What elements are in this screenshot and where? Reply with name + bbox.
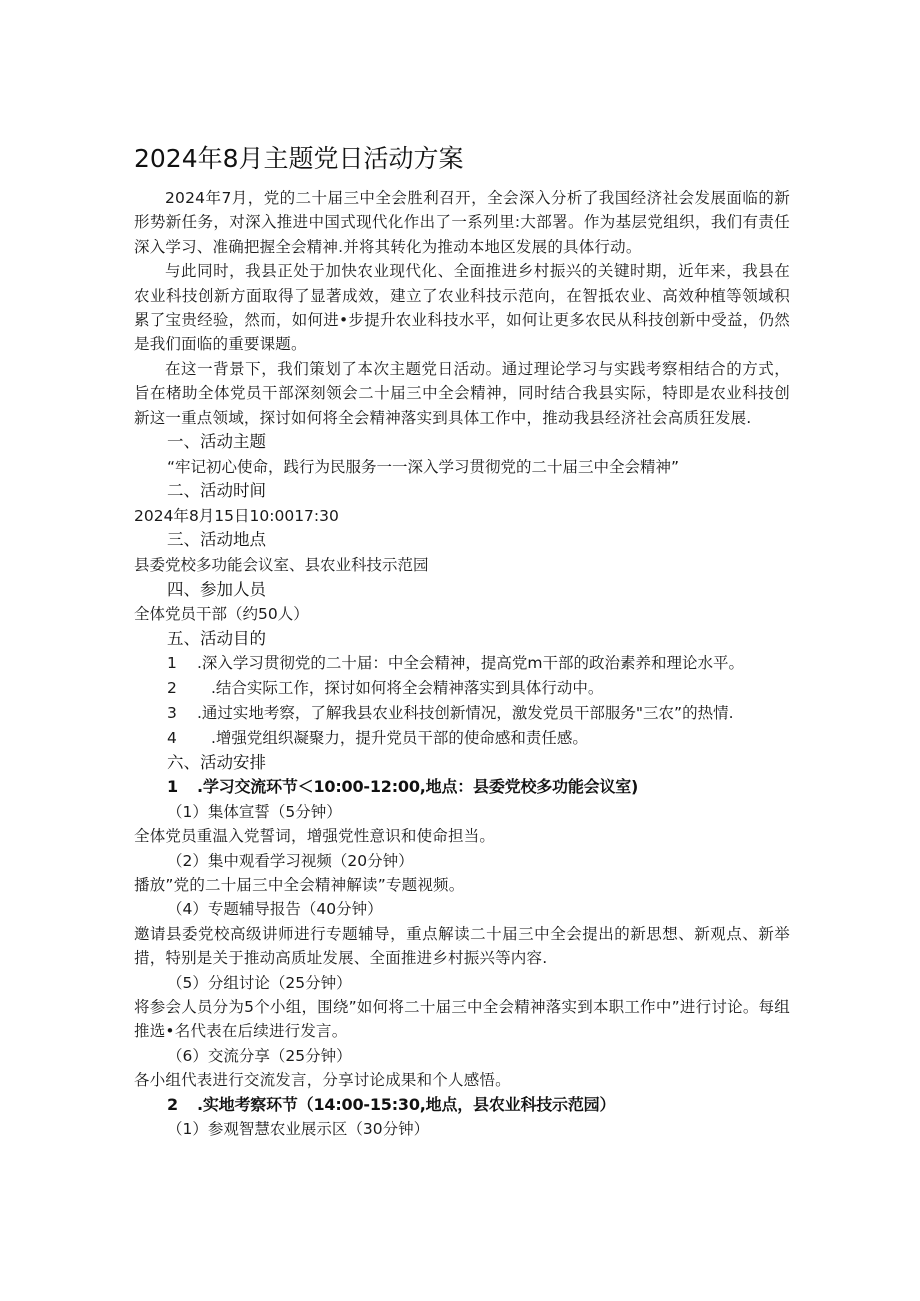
goal-text: .深入学习贯彻党的二十届：中全会精神，提高党m干部的政治素养和理论水平。 (197, 654, 745, 673)
part-number: 2 (167, 1094, 178, 1114)
goal-item-3 (134, 701, 790, 726)
goal-number: 2 (167, 679, 177, 698)
schedule-item-desc: 邀请县委党校高级讲师进行专题辅导，重点解读二十届三中全会提出的新思想、新观点、新举措，特别是关于推动高质址发展、全面推进乡村振兴等内容. (134, 924, 790, 968)
schedule-item-label: （5）分组讨论（25分钟） (167, 973, 352, 992)
people-text: 全体党员干部（约50人） (134, 605, 309, 624)
section-heading-place: 三、活动地点 (167, 530, 266, 550)
intro-paragraph-3: 在这一背景下，我们策划了本次主题党日活动。通过理论学习与实践考察相结合的方式，旨在楮助全体党员干部深刻领会二十届三中全会精神，同时结合我县实际，特即是农业科技创新这一重点领域，探讨如何将全会精神落实到具体工作中，推动我县经济社会高质狂发展. (134, 359, 790, 427)
document-body (134, 138, 790, 1142)
part-number: 1 (167, 777, 178, 797)
schedule-item-label: （6）交流分享（25分钟） (167, 1046, 352, 1065)
goal-number: 4 (167, 728, 177, 747)
section-heading-theme: 一、活动主题 (167, 432, 266, 452)
schedule-item-label: （2）集中观看学习视频（20分钟） (167, 851, 414, 870)
section-heading-time: 二、活动时间 (167, 481, 266, 501)
schedule-item-desc: 全体党员重温入党誓词，增强党性意识和使命担当。 (134, 827, 496, 846)
goal-number: 1 (167, 654, 177, 673)
goal-text: .通过实地考察，了解我县农业科技创新情况，激发党员干部服务"三农”的热情. (197, 704, 734, 722)
intro-paragraph-2: 与此同时，我县正处于加快农业现代化、全面推进乡村振兴的关键时期，近年来，我县在农业科技创新方面取得了显著成效，建立了农业科技示范向，在智抵农业、高效种植等领域积累了宝贵经验，然而，如何进•步提升农业科技水平，如何让更多农民从科技创新中受益，仍然是我们面临的重要课题。 (134, 262, 790, 354)
goal-item-4 (134, 726, 790, 751)
part-heading-text: .学习交流环节＜10:00-12:00,地点：县委党校多功能会议室) (197, 777, 639, 797)
page-title: 2024年8月主题党日活动方案 (134, 144, 464, 173)
schedule-item-label: （4）专题辅导报告（40分钟） (167, 900, 383, 919)
schedule-part-1-heading (134, 775, 790, 800)
goal-text: .结合实际工作，探讨如何将全会精神落实到具体行动中。 (211, 679, 604, 698)
intro-paragraph-1: 2024年7月，党的二十届三中全会胜利召开，全会深入分析了我国经济社会发展面临的新形势新任务，对深入推进中国式现代化作出了一系列里:大部署。作为基层党组织，我们有责任深入学习、准确把握全会精神.并将其转化为推动本地区发展的具体行动。 (134, 189, 790, 256)
time-text: 2024年8月15日10:0017:30 (134, 506, 339, 525)
schedule-part-2-heading (134, 1093, 790, 1118)
place-text: 县委党校多功能会议室、县农业科技示范园 (134, 556, 429, 575)
schedule-item-label: （1）参观智慧农业展示区（30分钟） (167, 1120, 430, 1139)
section-heading-goals: 五、活动目的 (167, 628, 266, 648)
schedule-item-desc: 各小组代表进行交流发言，分享讨论成果和个人感悟。 (134, 1071, 511, 1090)
part-heading-text: .实地考察环节（14:00-15:30,地点，县农业科技示范园） (197, 1094, 616, 1114)
schedule-item-label: （1）集体宣誓（5分钟） (167, 802, 342, 821)
schedule-item-desc: 播放”党的二十届三中全会精神解读”专题视频。 (134, 876, 465, 894)
goal-text: .增强党组织凝聚力，提升党员干部的使命感和责任感。 (211, 728, 588, 747)
section-heading-people: 四、参加人员 (167, 579, 266, 599)
theme-text: “牢记初心使命，践行为民服务一一深入学习贯彻党的二十届三中全会精神” (167, 457, 680, 476)
goal-number: 3 (167, 704, 177, 722)
goal-item-2 (134, 676, 790, 701)
section-heading-schedule: 六、活动安排 (167, 752, 266, 772)
goal-item-1 (134, 651, 790, 676)
schedule-item-desc: 将参会人员分为5个小组，围绕”如何将二十届三中全会精神落实到本职工作中”进行讨论。每组推选•名代表在后续进行发言。 (134, 998, 790, 1041)
